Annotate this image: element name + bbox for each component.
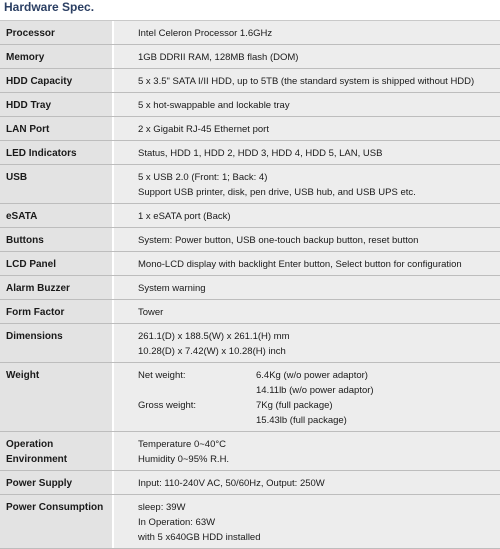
spec-value-line: System: Power button, USB one-touch backup button, reset button [138, 235, 419, 246]
spec-value-line: 5 x 3.5" SATA I/II HDD, up to 5TB (the standard system is shipped without HDD) [138, 76, 475, 87]
spec-row [0, 432, 500, 471]
spec-value-line: Mono-LCD display with backlight Enter button, Select button for configuration [138, 259, 462, 270]
spec-label: Alarm Buzzer [0, 276, 112, 300]
spec-row [0, 45, 500, 69]
spec-value [114, 300, 500, 324]
spec-row [0, 324, 500, 363]
spec-label: Power Supply [0, 471, 112, 495]
weight-type: Gross weight: [138, 400, 197, 411]
spec-label: Power Consumption [0, 495, 112, 549]
spec-value-line: Status, HDD 1, HDD 2, HDD 3, HDD 4, HDD 5, LAN, USB [138, 148, 383, 159]
weight-type [138, 383, 256, 398]
spec-label: Operation Environment [0, 432, 112, 471]
spec-row [0, 228, 500, 252]
weight-value: 15.43lb (full package) [256, 415, 347, 426]
spec-value-line: 5 x hot-swappable and lockable tray [138, 100, 290, 111]
spec-value [114, 252, 500, 276]
spec-row [0, 21, 500, 45]
spec-row [0, 93, 500, 117]
spec-value-line: Intel Celeron Processor 1.6GHz [138, 28, 273, 39]
spec-value-line: sleep: 39W [138, 502, 186, 513]
spec-value-line: 2 x Gigabit RJ-45 Ethernet port [138, 124, 269, 135]
spec-label: Memory [0, 45, 112, 69]
spec-value [114, 69, 500, 93]
spec-value [114, 471, 500, 495]
spec-value-line: 261.1(D) x 188.5(W) x 261.1(H) mm [138, 331, 290, 342]
spec-value-line: with 5 x640GB HDD installed [138, 532, 261, 543]
spec-row [0, 141, 500, 165]
hardware-spec-table [0, 20, 500, 549]
spec-value [114, 21, 500, 45]
spec-label: Buttons [0, 228, 112, 252]
spec-value-line: 5 x USB 2.0 (Front: 1; Back: 4) [138, 172, 268, 183]
spec-label: Dimensions [0, 324, 112, 363]
page-title: Hardware Spec. [4, 0, 95, 14]
spec-row [0, 165, 500, 204]
spec-table-body [0, 21, 500, 549]
spec-value [114, 228, 500, 252]
spec-value [114, 495, 500, 549]
spec-value-line: In Operation: 63W [138, 517, 216, 528]
spec-row [0, 69, 500, 93]
spec-value-line: System warning [138, 283, 206, 294]
spec-row [0, 495, 500, 549]
weight-value: 6.4Kg (w/o power adaptor) [256, 370, 368, 381]
spec-value [114, 165, 500, 204]
spec-value [114, 117, 500, 141]
spec-value-line: Input: 110-240V AC, 50/60Hz, Output: 250W [138, 478, 325, 489]
spec-row [0, 471, 500, 495]
spec-label: Processor [0, 21, 112, 45]
weight-type [138, 413, 256, 428]
spec-row [0, 117, 500, 141]
spec-value-line: 10.28(D) x 7.42(W) x 10.28(H) inch [138, 346, 286, 357]
weight-value: 14.11lb (w/o power adaptor) [256, 385, 374, 396]
spec-value [114, 204, 500, 228]
spec-row [0, 300, 500, 324]
spec-value-line: Tower [138, 307, 164, 318]
spec-value [114, 45, 500, 69]
spec-row [0, 204, 500, 228]
spec-label: HDD Capacity [0, 69, 112, 93]
spec-value-line: 1GB DDRII RAM, 128MB flash (DOM) [138, 52, 299, 63]
spec-value-line: Support USB printer, disk, pen drive, USB hub, and USB UPS etc. [138, 187, 416, 198]
spec-label: Weight [0, 363, 112, 432]
spec-value [114, 363, 500, 432]
spec-value [114, 324, 500, 363]
spec-row [0, 252, 500, 276]
weight-value: 7Kg (full package) [256, 400, 333, 411]
spec-label: HDD Tray [0, 93, 112, 117]
weight-type: Net weight: [138, 370, 186, 381]
weight-grid [138, 368, 500, 428]
spec-value [114, 276, 500, 300]
spec-value [114, 93, 500, 117]
spec-row [0, 363, 500, 432]
spec-value-line: Humidity 0~95% R.H. [138, 454, 230, 465]
spec-label: LED Indicators [0, 141, 112, 165]
spec-row [0, 276, 500, 300]
spec-value-line: Temperature 0~40°C [138, 439, 227, 450]
spec-label: Form Factor [0, 300, 112, 324]
spec-label: LCD Panel [0, 252, 112, 276]
spec-label: LAN Port [0, 117, 112, 141]
spec-value [114, 432, 500, 471]
spec-label: eSATA [0, 204, 112, 228]
spec-value [114, 141, 500, 165]
spec-value-line: 1 x eSATA port (Back) [138, 211, 231, 222]
spec-label: USB [0, 165, 112, 204]
